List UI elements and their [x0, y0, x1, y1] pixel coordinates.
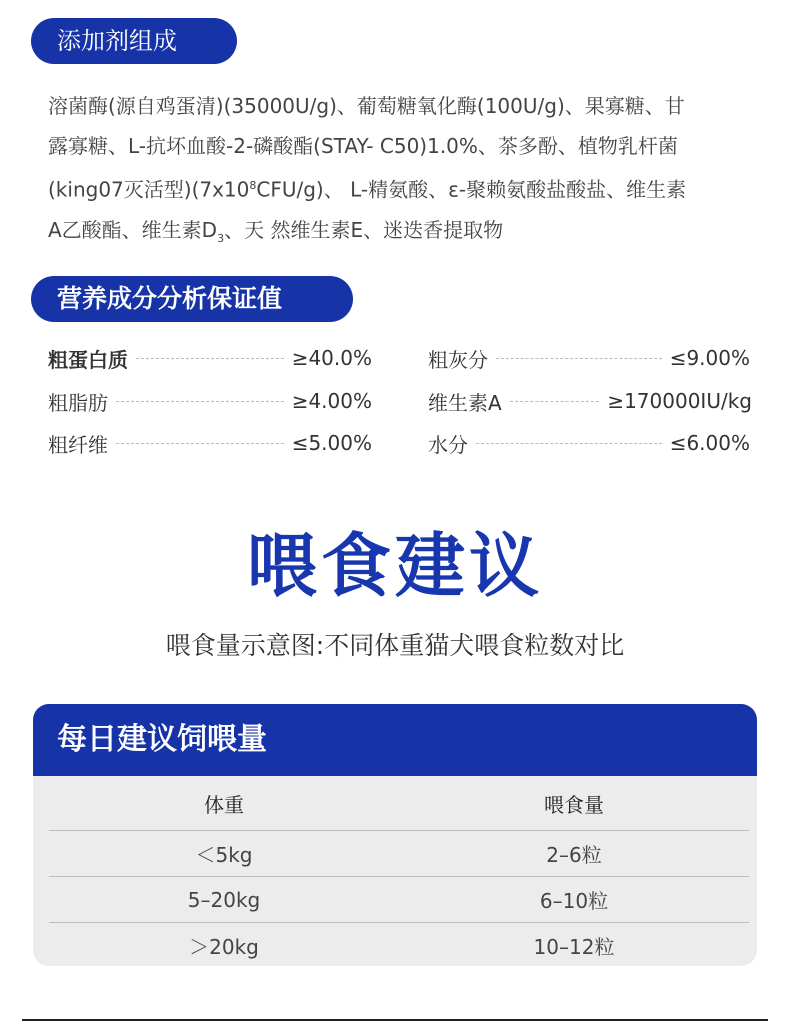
weight-cell: 5–20kg — [187, 887, 261, 912]
ingredients-subscript: 3 — [217, 231, 225, 245]
nutrition-item-crude-fiber — [48, 428, 372, 458]
table-row — [49, 831, 749, 877]
nutrition-name: 粗纤维 — [48, 432, 108, 457]
nutrition-name: 粗灰分 — [428, 347, 488, 372]
ingredients-line-4a: A乙酸酯、维生素D — [48, 217, 218, 242]
ingredients-line-4b: 、天 然维生素E、迷迭香提取物 — [224, 217, 504, 242]
table-row — [49, 877, 749, 923]
leader-dots — [510, 401, 600, 402]
feeding-card-title: 每日建议饲喂量 — [33, 704, 757, 776]
nutrition-name: 粗蛋白质 — [48, 347, 128, 372]
amount-cell: 6–10粒 — [539, 889, 609, 913]
ingredients-line-3b: CFU/g)、 L-精氨酸、ε-聚赖氨酸盐酸盐、维生素 — [256, 177, 687, 202]
ingredients-line-3a: (king07灭活型)(7x10 — [48, 177, 250, 202]
nutrition-value: ≥40.0% — [291, 346, 372, 370]
ingredients-text — [48, 86, 748, 259]
amount-cell: 2–6粒 — [546, 843, 602, 867]
feeding-card — [33, 704, 757, 966]
feeding-table — [49, 776, 749, 966]
amount-cell: 10–12粒 — [533, 935, 615, 959]
nutrition-value: ≤5.00% — [291, 431, 372, 455]
nutrition-item-moisture — [428, 428, 750, 458]
leader-dots — [496, 358, 662, 359]
nutrition-name: 水分 — [428, 432, 468, 457]
nutrition-value: ≥4.00% — [291, 389, 372, 413]
nutrition-value: ≥170000IU/kg — [607, 389, 752, 413]
nutrition-item-vitamin-a — [428, 386, 752, 416]
nutrition-value: ≤6.00% — [669, 431, 750, 455]
nutrition-section-title: 营养成分分析保证值 — [31, 276, 353, 322]
weight-cell: ＜5kg — [195, 843, 253, 867]
bottom-divider — [22, 1019, 768, 1021]
additives-section-title: 添加剂组成 — [31, 18, 237, 64]
feeding-subtitle: 喂食量示意图:不同体重猫犬喂食粒数对比 — [165, 631, 625, 660]
leader-dots — [116, 443, 284, 444]
nutrition-name: 粗脂肪 — [48, 390, 108, 415]
nutrition-name: 维生素A — [428, 390, 502, 415]
ingredients-exponent: 8 — [249, 179, 257, 192]
nutrition-value: ≤9.00% — [669, 346, 750, 370]
leader-dots — [116, 401, 284, 402]
weight-cell: ＞20kg — [189, 935, 259, 959]
nutrition-item-crude-protein — [48, 343, 372, 373]
ingredients-line-2: 露寡糖、L-抗坏血酸-2-磷酸酯(STAY- C50)1.0%、茶多酚、植物乳杆菌 — [48, 134, 678, 158]
feeding-title: 喂食建议 — [247, 525, 543, 607]
ingredients-line-1: 溶菌酶(源自鸡蛋清)(35000U/g)、葡萄糖氧化酶(100U/g)、果寡糖、甘 — [48, 94, 685, 118]
nutrition-item-crude-ash — [428, 343, 750, 373]
nutrition-item-crude-fat — [48, 386, 372, 416]
leader-dots — [136, 358, 284, 359]
table-row — [49, 923, 749, 966]
leader-dots — [476, 443, 662, 444]
column-header-amount: 喂食量 — [544, 792, 604, 817]
column-header-weight: 体重 — [204, 792, 244, 817]
table-header-row — [49, 776, 749, 831]
